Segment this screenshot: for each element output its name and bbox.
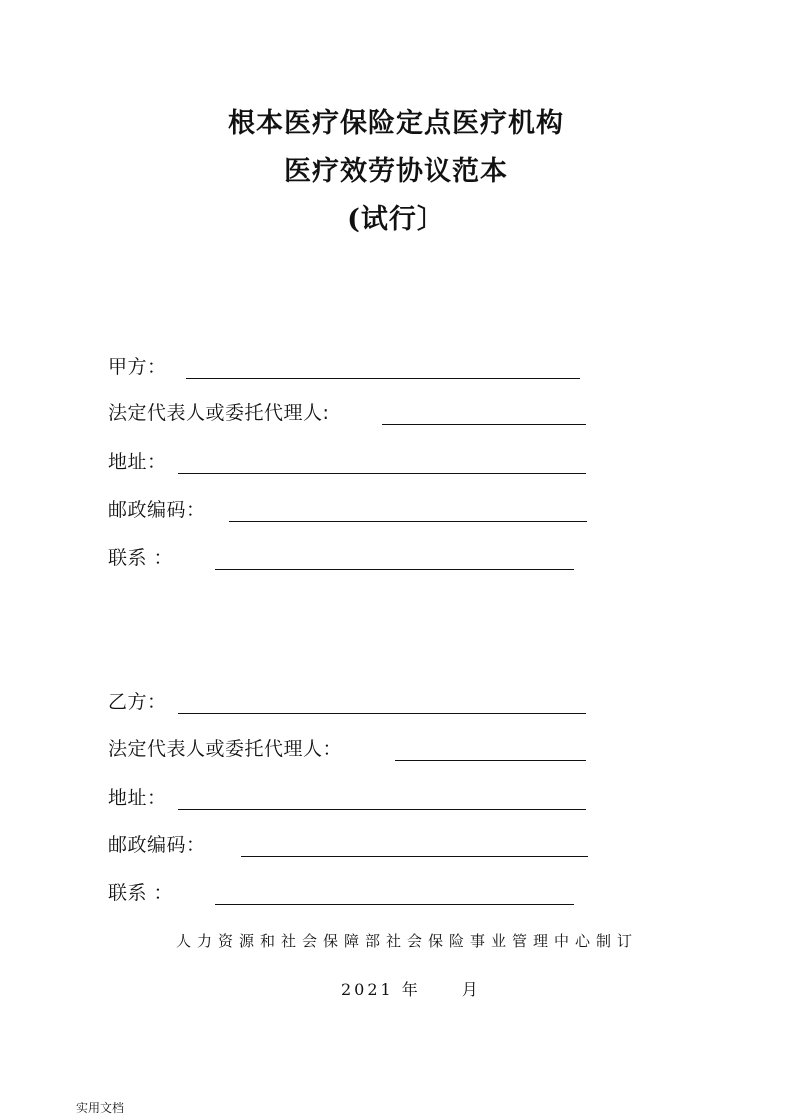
party-a-representative-field	[108, 397, 586, 429]
year-unit: 年	[401, 980, 418, 999]
party-b-contact-blank[interactable]	[215, 904, 574, 905]
party-a-postcode-label: 邮政编码：	[108, 499, 206, 521]
party-a-contact-label: 联系 ：	[108, 547, 174, 569]
party-a-address-label: 地址：	[108, 451, 167, 473]
month-unit: 月	[461, 980, 478, 999]
document-title-trial-note: (试行〕	[347, 204, 445, 235]
issue-date	[341, 978, 478, 1002]
party-a-representative-label: 法定代表人或委托代理人:	[108, 402, 330, 424]
document-title-line-2: 医疗效劳协议范本	[284, 156, 508, 187]
party-a-contact-blank[interactable]	[215, 569, 574, 570]
party-a-address-blank[interactable]	[178, 473, 586, 474]
party-b-representative-field	[108, 733, 586, 765]
party-a-name-field	[108, 351, 580, 383]
party-b-representative-blank[interactable]	[395, 760, 586, 761]
party-b-postcode-label: 邮政编码：	[108, 834, 206, 856]
page-footer: 实用文档	[76, 1101, 125, 1115]
party-a-postcode-field	[108, 494, 587, 526]
party-b-postcode-blank[interactable]	[241, 856, 588, 857]
issue-year: 2021	[341, 980, 394, 999]
party-b-name-label: 乙方：	[108, 691, 167, 713]
party-b-contact-field	[108, 877, 574, 909]
party-b-name-field	[108, 686, 586, 718]
party-a-postcode-blank[interactable]	[229, 521, 587, 522]
party-b-representative-label: 法定代表人或委托代理人：	[108, 738, 343, 760]
party-b-name-blank[interactable]	[178, 713, 586, 714]
party-a-name-blank[interactable]	[186, 378, 580, 379]
party-a-representative-blank[interactable]	[382, 424, 586, 425]
document-title-line-1: 根本医疗保险定点医疗机构	[228, 108, 564, 139]
issuing-authority: 人力资源和社会保障部社会保险事业管理中心制订	[175, 932, 638, 950]
party-b-postcode-field	[108, 829, 588, 861]
party-b-contact-label: 联系 ：	[108, 882, 174, 904]
party-a-address-field	[108, 446, 586, 478]
party-b-address-label: 地址：	[108, 787, 167, 809]
party-b-address-field	[108, 782, 586, 814]
party-a-name-label: 甲方：	[108, 356, 167, 378]
party-b-address-blank[interactable]	[178, 809, 586, 810]
party-a-contact-field	[108, 542, 574, 574]
